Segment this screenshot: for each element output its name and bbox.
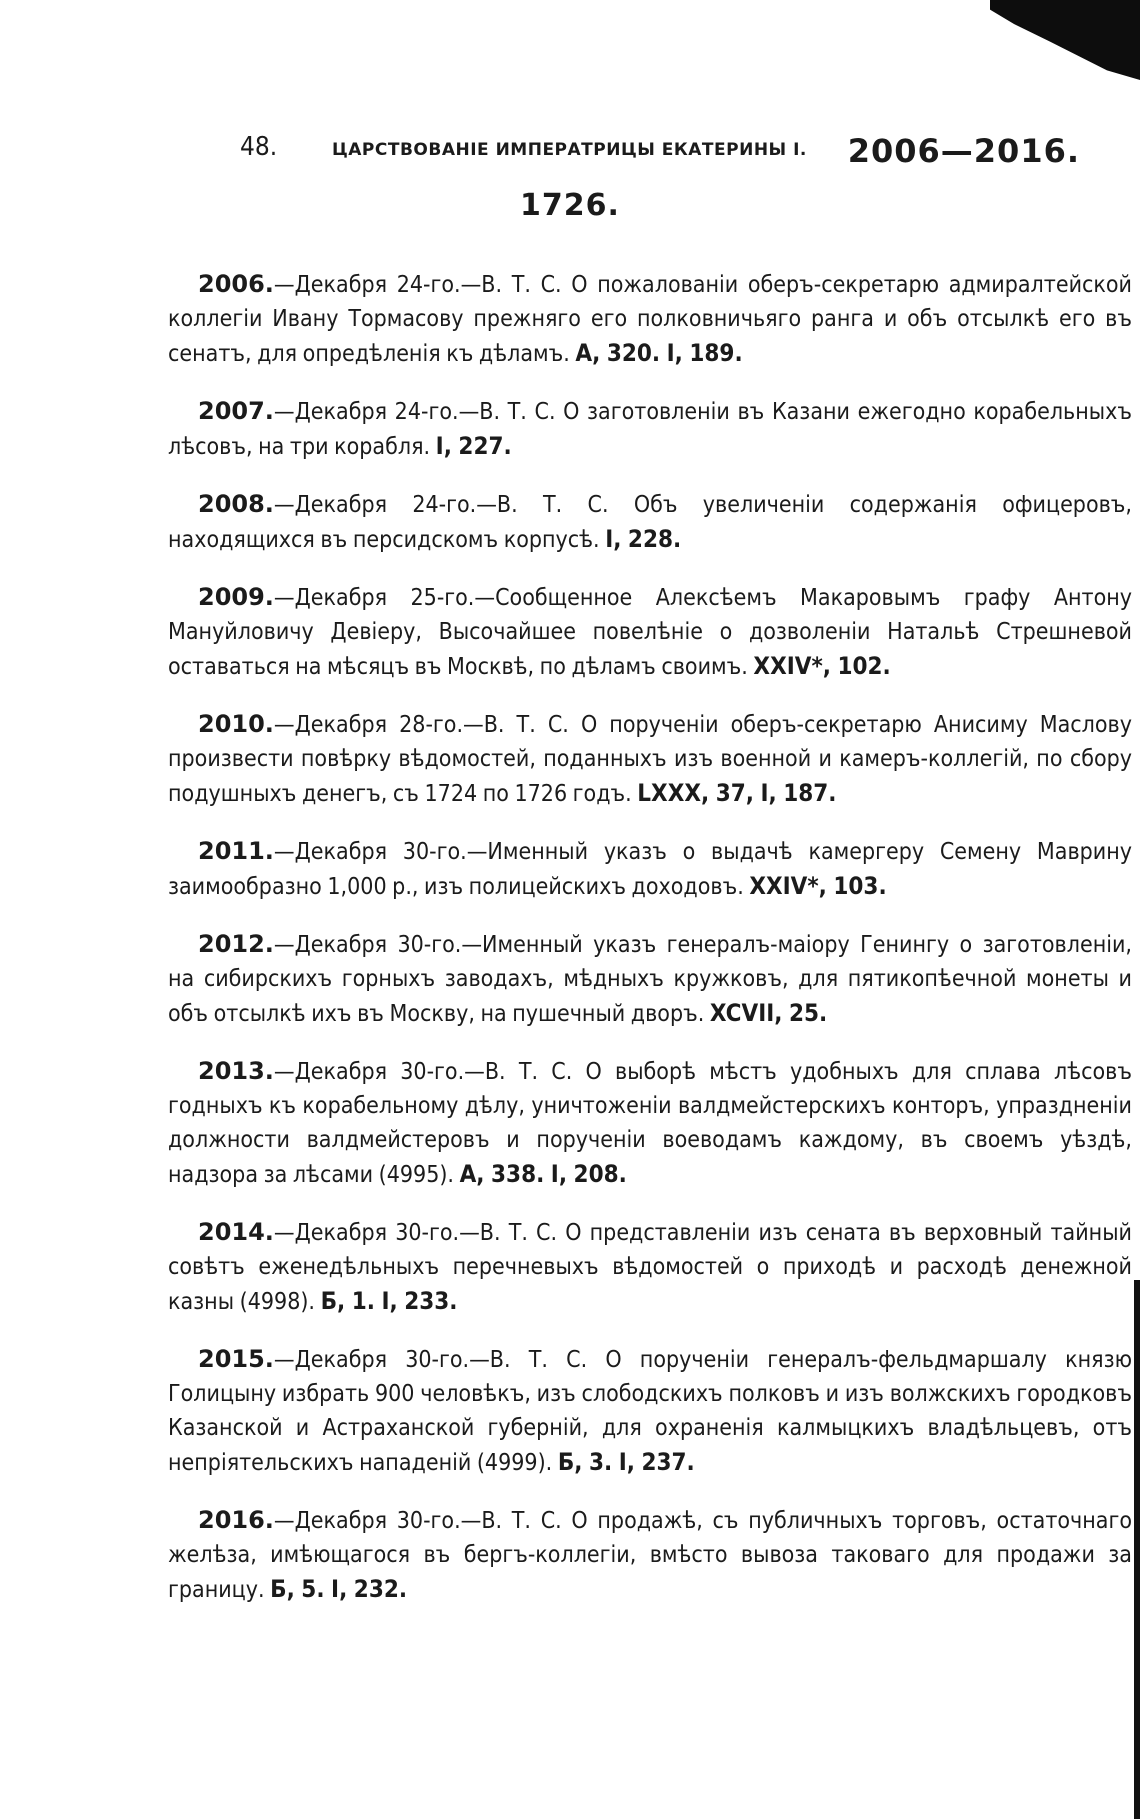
entry-number: 2009.: [198, 583, 274, 611]
entry-number: 2016.: [198, 1506, 274, 1534]
entry-text: —Декабря 30-го.—В. Т. С. О представленіи изъ сената въ верховный тайный совѣтъ еженедѣльныхъ перечневыхъ вѣдомостей о приходѣ и расходѣ денежной казны (4998).: [168, 1220, 1132, 1315]
year-heading: 1726.: [520, 188, 620, 223]
entry-references: Б, 3. I, 237.: [557, 1448, 695, 1476]
entry-number: 2006.: [198, 270, 274, 298]
entry-text: —Декабря 24-го.—В. Т. С. О заготовленіи въ Казани ежегодно корабельныхъ лѣсовъ, на три корабля.: [168, 399, 1132, 460]
entry-number: 2014.: [198, 1218, 274, 1246]
entry-references: I, 228.: [605, 525, 682, 553]
entry-text: —Декабря 28-го.—В. Т. С. О порученіи оберъ-секретарю Анисиму Маслову произвести повѣрку вѣдомостей, поданныхъ изъ военной и камеръ-коллегій, по сбору подушныхъ денегъ, съ 1724 по 1726 годъ.: [168, 712, 1132, 807]
entry-2008: [168, 487, 1132, 557]
entry-number: 2011.: [198, 837, 274, 865]
entry-2016: [168, 1503, 1132, 1607]
entry-references: XCVII, 25.: [709, 999, 828, 1027]
entry-2013: [168, 1054, 1132, 1192]
entry-2012: [168, 927, 1132, 1031]
entry-2007: [168, 394, 1132, 464]
scan-artifact: [990, 0, 1140, 80]
entry-text: —Декабря 24-го.—В. Т. С. О пожалованіи оберъ-секретарю адмиралтейской коллегіи Ивану Тормасову прежняго его полковничьяго ранга и объ отсылкѣ его въ сенатъ, для опредѣленія къ дѣламъ.: [168, 272, 1132, 367]
page-edge-shadow: [1134, 1280, 1140, 1819]
running-title: ЦАРСТВОВАНІЕ ИМПЕРАТРИЦЫ ЕКАТЕРИНЫ I.: [332, 140, 807, 160]
entry-2014: [168, 1215, 1132, 1319]
entry-text: —Декабря 25-го.—Сообщенное Алексѣемъ Макаровымъ графу Антону Мануйловичу Девіеру, Высочайшее повелѣніе о дозволеніи Натальѣ Стрешневой оставаться на мѣсяцъ въ Москвѣ, по дѣламъ своимъ.: [168, 585, 1132, 680]
entry-2011: [168, 834, 1132, 904]
entry-references: XXIV*, 103.: [749, 872, 887, 900]
entry-text: —Декабря 30-го.—Именный указъ о выдачѣ камергеру Семену Маврину заимообразно 1,000 р., изъ полицейскихъ доходовъ.: [168, 839, 1132, 900]
page-number: 48.: [240, 132, 278, 162]
entry-2010: [168, 707, 1132, 811]
entry-text: —Декабря 30-го.—В. Т. С. О продажѣ, съ публичныхъ торговъ, остаточнаго желѣза, имѣющагося въ бергъ-коллегіи, вмѣсто вывоза таковаго для продажи за границу.: [168, 1508, 1132, 1603]
entry-references: LXXX, 37, I, 187.: [637, 779, 837, 807]
entry-references: XXIV*, 102.: [753, 652, 891, 680]
entry-text: —Декабря 24-го.—В. Т. С. Объ увеличеніи содержанія офицеровъ, находящихся въ персидскомъ корпусѣ.: [168, 492, 1132, 553]
entry-text: —Декабря 30-го.—В. Т. С. О порученіи генералъ-фельдмаршалу князю Голицыну избрать 900 человѣкъ, изъ слободскихъ полковъ и изъ волжскихъ городковъ Казанской и Астраханской губерній, для охраненія калмыцкихъ владѣльцевъ, отъ непріятельскихъ нападеній (4999).: [168, 1347, 1132, 1476]
entry-references: А, 338. I, 208.: [459, 1160, 627, 1188]
entry-range: 2006—2016.: [847, 132, 1080, 170]
entry-2015: [168, 1342, 1132, 1480]
entry-references: Б, 1. I, 233.: [320, 1287, 458, 1315]
entries-list: [168, 244, 1132, 1629]
entry-2006: [168, 267, 1132, 371]
entry-text: —Декабря 30-го.—В. Т. С. О выборѣ мѣстъ удобныхъ для сплава лѣсовъ годныхъ къ корабельному дѣлу, уничтоженіи валдмейстерскихъ конторъ, упраздненіи должности валдмейстеровъ и порученіи воеводамъ каждому, въ своемъ уѣздѣ, надзора за лѣсами (4995).: [168, 1059, 1132, 1188]
entry-text: —Декабря 30-го.—Именный указъ генералъ-маіору Генингу о заготовленіи, на сибирскихъ горныхъ заводахъ, мѣдныхъ кружковъ, для пятикопѣечной монеты и объ отсылкѣ ихъ въ Москву, на пушечный дворъ.: [168, 932, 1132, 1027]
page-header: [240, 132, 1080, 172]
entry-number: 2010.: [198, 710, 274, 738]
entry-number: 2013.: [198, 1057, 274, 1085]
entry-number: 2007.: [198, 397, 274, 425]
entry-number: 2015.: [198, 1345, 274, 1373]
entry-references: А, 320. I, 189.: [575, 339, 743, 367]
entry-number: 2012.: [198, 930, 274, 958]
entry-references: Б, 5. I, 232.: [270, 1575, 408, 1603]
entry-number: 2008.: [198, 490, 274, 518]
entry-2009: [168, 580, 1132, 684]
entry-references: I, 227.: [435, 432, 512, 460]
